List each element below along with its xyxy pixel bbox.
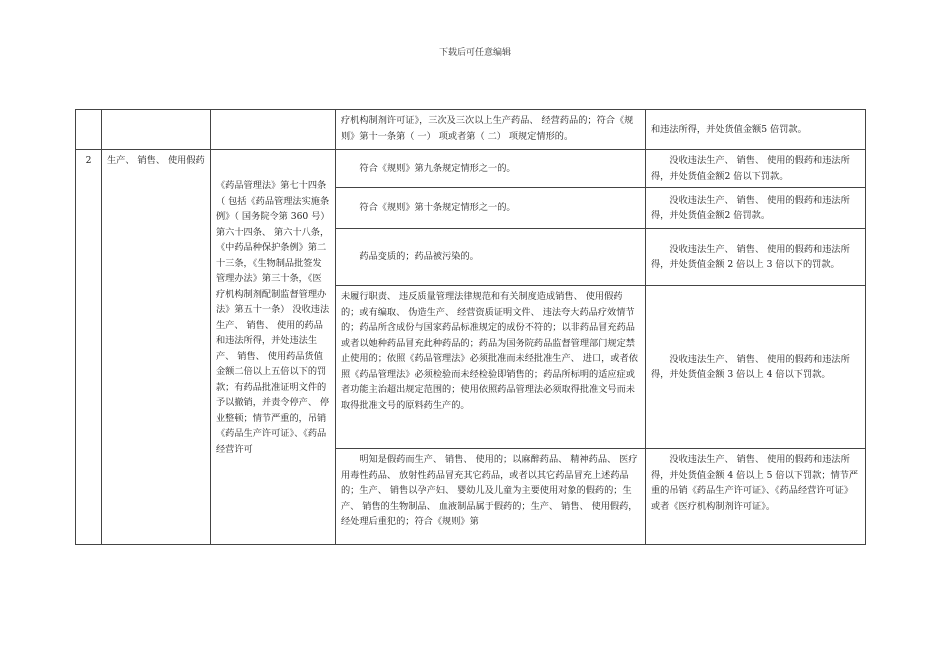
situation-cell: 疗机构制剂许可证》，三次及三次以上生产药品、 经营药品的；符合《规则》第十一条第（ 一） 项或者第（ 二） 项规定情形的。 [336,110,646,150]
cell-num-empty [76,110,102,150]
situation-cell: 药品变质的；药品被污染的。 [336,229,646,286]
item-name: 生产、 销售、 使用假药 [102,150,211,545]
situation-cell: 符合《规则》第九条规定情形之一的。 [336,150,646,188]
penalty-cell: 没收违法生产、 销售、 使用的假药和违法所得，并处货值金额2 倍以下罚款。 [646,150,866,188]
situation-cell: 未履行职责、 违反质量管理法律规范和有关制度造成销售、 使用假药的；或有编取、 伪造生产、 经营资质证明文件、 违法夸大药品疗效情节的；药品所含成份与国家药品标准规定的成份不符的；以非药品冒充药品或者以她种药品冒充此种药品的；药品为国务院药品监督管理部门规定禁止使用的；依照《药品管理法》必须批准而未经批准生产、 进口，或者依照《药品管理法》必须检验而未经检验即销售的；药品所标明的适应症或者功能主治超出规定范围的；使用依照药品管理法必须取得批准文号而未取得批准文号的原料药生产的。 [336,286,646,449]
penalty-cell: 没收违法生产、 销售、 使用的假药和违法所得，并处货值金额 2 倍以上 3 倍以下的罚款。 [646,229,866,286]
penalty-cell: 和违法所得，并处货值金额5 倍罚款。 [646,110,866,150]
legal-basis: 《药品管理法》第七十四条（ 包括《药品管理法实施条例》（ 国务院令第 360 号） 第六十四条、 第六十八条，《中药品种保护条例》第二十三条，《生物制品批签发管理办法》第三十条，《医疗机构制剂配制监督管理办法》第五十一条） 没收违法生产、 销售、 使用的药品和违法所得，并处违法生产、 销售、 使用药品货值金额二倍以上五倍以下的罚款；有药品批准证明文件的予以撤销，并责令停产、 停业整顿；情节严重的，吊销《药品生产许可证》、《药品经营许可 [211,150,336,545]
table-row [76,110,866,150]
situation-cell: 明知是假药而生产、 销售、 使用的；以麻醉药品、 精神药品、 医疗用毒性药品、 放射性药品冒充其它药品，或者以其它药品冒充上述药品的；生产、 销售以孕产妇、 婴幼儿及儿童为主要使用对象的假药的；生产、 销售的生物制品、 血液制品属于假药的；生产、 销售、 使用假药，经处理后重犯的；符合《规则》第 [336,449,646,545]
cell-law-empty [211,110,336,150]
penalty-table [75,109,866,545]
item-number: 2 [76,150,102,545]
table-row [76,150,866,188]
cell-name-empty [102,110,211,150]
situation-cell: 符合《规则》第十条规定情形之一的。 [336,188,646,229]
penalty-cell: 没收违法生产、 销售、 使用的假药和违法所得，并处货值金额 3 倍以上 4 倍以下罚款。 [646,286,866,449]
page-header: 下载后可任意编辑 [438,48,511,58]
penalty-cell: 没收违法生产、 销售、 使用的假药和违法所得，并处货值金额 4 倍以上 5 倍以下罚款；情节严重的吊销《药品生产许可证》、《药品经营许可证》或者《医疗机构制剂许可证》。 [646,449,866,545]
penalty-cell: 没收违法生产、 销售、 使用的假药和违法所得，并处货值金额2 倍罚款。 [646,188,866,229]
